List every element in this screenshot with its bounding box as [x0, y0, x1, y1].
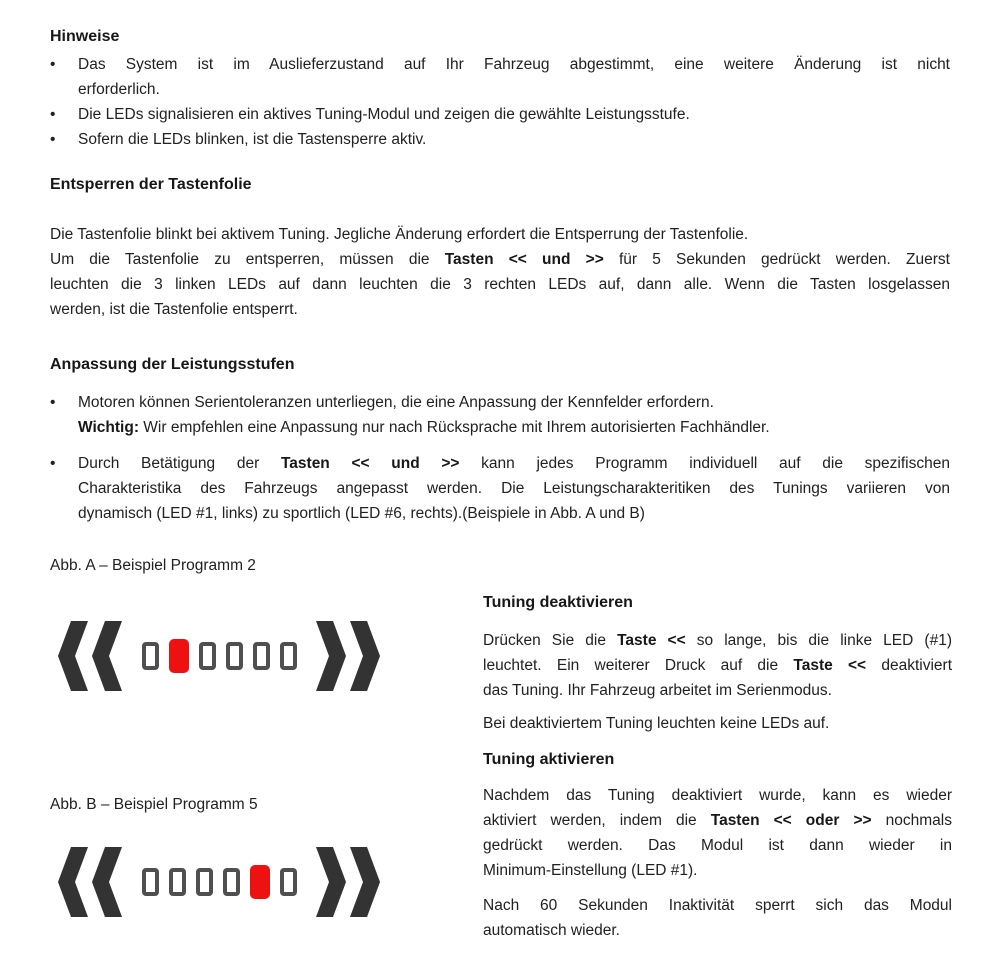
led-off — [280, 642, 297, 670]
led-off — [226, 642, 243, 670]
text-line: Sofern die LEDs blinken, ist die Tastensperre aktiv. — [78, 131, 427, 148]
text-line: automatisch wieder. — [483, 922, 620, 939]
text-line: erforderlich. — [78, 81, 160, 98]
text-line: gedrückt werden. Das Modul ist dann wieder in — [483, 837, 952, 854]
led-off — [196, 868, 213, 896]
text-line: Motoren können Serientoleranzen unterliegen, die eine Anpassung der Kennfelder erfordern. — [78, 394, 714, 411]
aktivieren-paragraph — [483, 783, 952, 883]
double-chevron-left-icon — [58, 847, 122, 917]
text-line: Minimum-Einstellung (LED #1). — [483, 862, 698, 879]
double-chevron-left-icon — [58, 621, 122, 691]
right-column — [483, 0, 952, 975]
led-off — [142, 868, 159, 896]
heading-anpassung: Anpassung der Leistungsstufen — [50, 356, 295, 373]
double-chevron-right-icon — [316, 847, 380, 917]
led-off — [223, 868, 240, 896]
led-off — [253, 642, 270, 670]
figure-b-label: Abb. B – Beispiel Programm 5 — [50, 796, 258, 813]
text-line: Die Tastenfolie blinkt bei aktivem Tuning. Jegliche Änderung erfordert die Entsperrung der Tastenfolie. — [50, 226, 749, 243]
deaktivieren-note — [483, 711, 952, 736]
led-off — [280, 868, 297, 896]
text-line: leuchtet. Ein weiterer Druck auf die Taste << deaktiviert — [483, 657, 952, 674]
text-line: Die LEDs signalisieren ein aktives Tuning-Modul und zeigen die gewählte Leistungsstufe. — [78, 106, 690, 123]
double-chevron-right-icon — [316, 621, 380, 691]
bullet-icon: • — [50, 106, 56, 123]
text-line: Durch Betätigung der Tasten << und >> kann jedes Programm individuell auf die spezifischen — [78, 455, 950, 472]
figure-b — [58, 846, 380, 918]
heading-tuning-deaktivieren: Tuning deaktivieren — [483, 594, 633, 611]
bullet-icon: • — [50, 56, 56, 73]
text-line: das Tuning. Ihr Fahrzeug arbeitet im Serienmodus. — [483, 682, 832, 699]
text-line: Charakteristika des Fahrzeugs angepasst werden. Die Leistungscharakteritiken des Tunings variieren von — [78, 480, 950, 497]
figure-a-label: Abb. A – Beispiel Programm 2 — [50, 557, 256, 574]
heading-entsperren: Entsperren der Tastenfolie — [50, 176, 252, 193]
text-line: leuchten die 3 linken LEDs auf dann leuchten die 3 rechten LEDs auf, dann alle. Wenn die Tasten losgelassen — [50, 276, 950, 293]
led-active — [250, 865, 270, 899]
led-off — [169, 868, 186, 896]
text-line: dynamisch (LED #1, links) zu sportlich (LED #6, rechts).(Beispiele in Abb. A und B) — [78, 505, 645, 522]
heading-hinweise: Hinweise — [50, 28, 120, 45]
led-off — [199, 642, 216, 670]
bullet-icon: • — [50, 394, 56, 411]
aktivieren-note — [483, 893, 952, 943]
deaktivieren-paragraph — [483, 628, 952, 703]
led-off — [142, 642, 159, 670]
bullet-icon: • — [50, 131, 56, 148]
led-active — [169, 639, 189, 673]
led-indicator-row — [142, 639, 297, 673]
text-line: Bei deaktiviertem Tuning leuchten keine LEDs auf. — [483, 715, 830, 732]
text-line: werden, ist die Tastenfolie entsperrt. — [50, 301, 298, 318]
bullet-icon: • — [50, 455, 56, 472]
text-line: Nach 60 Sekunden Inaktivität sperrt sich das Modul — [483, 897, 952, 914]
text-line: Nachdem das Tuning deaktiviert wurde, kann es wieder — [483, 787, 952, 804]
text-line: Um die Tastenfolie zu entsperren, müssen die Tasten << und >> für 5 Sekunden gedrückt werden. Zuerst — [50, 251, 950, 268]
text-line: Das System ist im Auslieferzustand auf Ihr Fahrzeug abgestimmt, eine weitere Änderung ist nicht — [78, 56, 950, 73]
led-indicator-row — [142, 865, 297, 899]
figure-a — [58, 620, 380, 692]
text-line: Wichtig: Wir empfehlen eine Anpassung nur nach Rücksprache mit Ihrem autorisierten Fachhändler. — [78, 419, 770, 436]
heading-tuning-aktivieren: Tuning aktivieren — [483, 751, 615, 768]
text-line: Drücken Sie die Taste << so lange, bis die linke LED (#1) — [483, 632, 952, 649]
text-line: aktiviert werden, indem die Tasten << oder >> nochmals — [483, 812, 952, 829]
